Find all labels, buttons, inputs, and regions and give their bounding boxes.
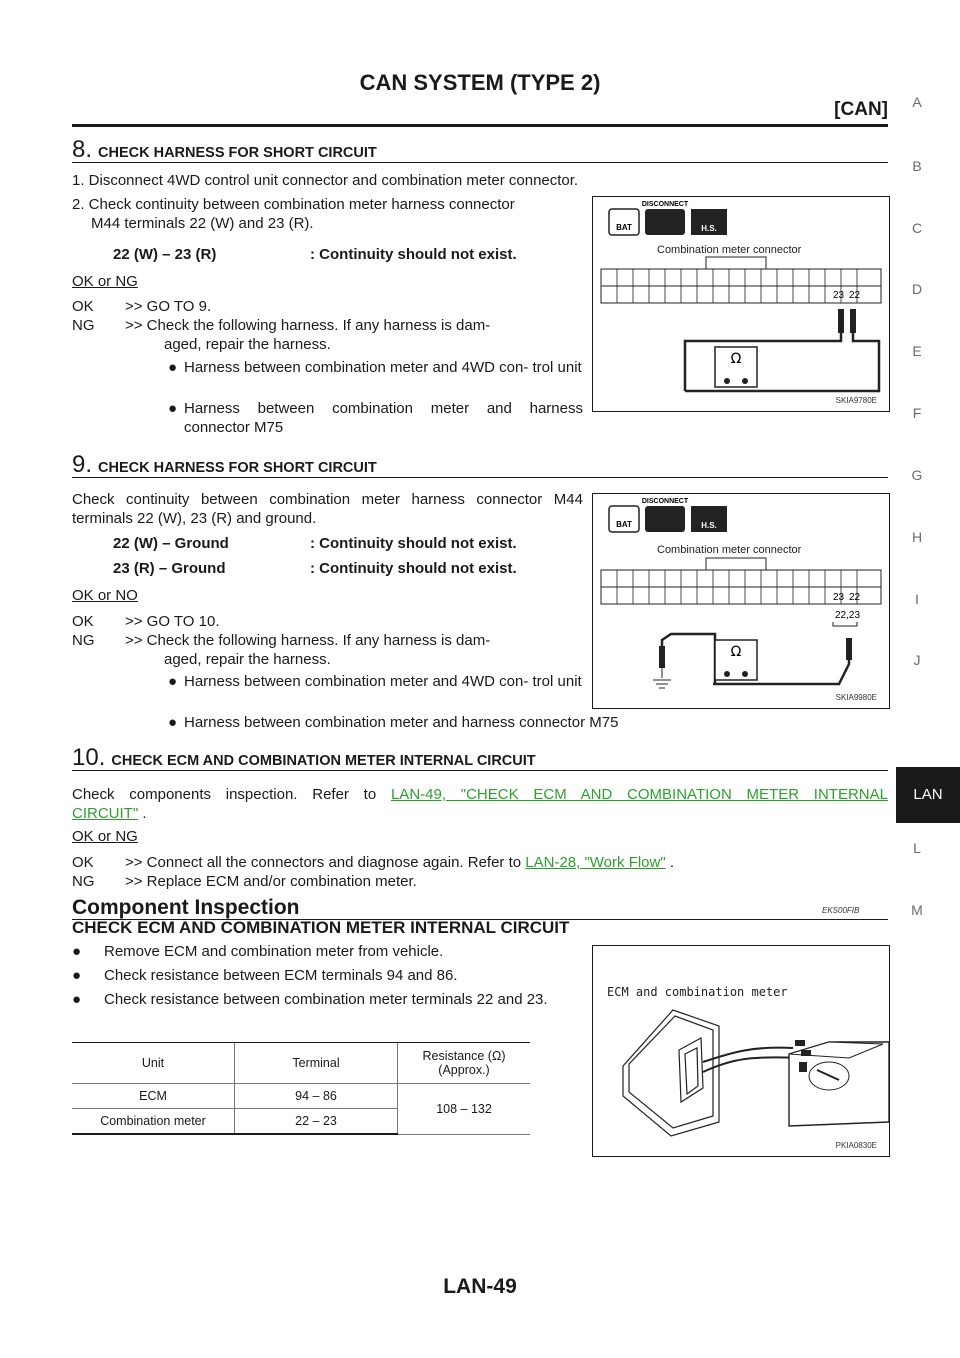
step8-ok-label: OK [72, 298, 94, 315]
index-a[interactable]: A [912, 94, 922, 110]
figure-id: SKIA9780E [835, 396, 877, 405]
component-bullet1 [72, 942, 583, 961]
step-number: 10. [72, 744, 106, 771]
terminal-23-label: 23 [833, 290, 845, 301]
bullet-dot: ● [168, 714, 178, 731]
index-h[interactable]: H [911, 529, 923, 545]
step-heading: CHECK HARNESS FOR SHORT CIRCUIT [98, 145, 377, 161]
step8-spec-left: 22 (W) – 23 (R) [113, 246, 217, 263]
link-lan-49[interactable]: LAN-49, "CHECK ECM AND COMBINATION METER INTERNAL [390, 786, 888, 803]
bullet-text: Harness between combination meter and harness connector M75 [184, 714, 619, 731]
connector-label: Combination meter connector [657, 244, 802, 256]
step8-bullet1 [168, 358, 583, 377]
step8-ok-text: >> GO TO 9. [125, 298, 212, 315]
step9-ok-label: OK [72, 613, 94, 630]
ecm-unit-icon [623, 1010, 719, 1136]
step9-text: Check continuity between combination meter harness connector M44 terminals 22 (W), 23 (R) and ground. [72, 491, 583, 527]
bullet-dot: ● [168, 400, 178, 417]
component-bullet3 [72, 990, 583, 1009]
figure-pkia0830e [592, 945, 890, 1157]
bullet-text: Harness between combination meter and harness connector M75 [184, 400, 583, 436]
figure-id: PKIA0830E [835, 1141, 877, 1150]
connector-label: Combination meter connector [657, 544, 802, 556]
cell-resistance: 108 – 132 [398, 1084, 531, 1135]
index-d[interactable]: D [911, 281, 923, 297]
index-m[interactable]: M [911, 902, 923, 918]
bullet-dot: ● [72, 967, 82, 984]
cell-terminal: 22 – 23 [235, 1109, 398, 1135]
table-row [72, 1084, 530, 1109]
cell-unit: Combination meter [72, 1109, 235, 1135]
page-title: CAN SYSTEM (TYPE 2) [359, 70, 601, 95]
step-heading: CHECK ECM AND COMBINATION METER INTERNAL CIRCUIT [111, 753, 536, 769]
index-f[interactable]: F [912, 405, 922, 421]
terminal-22-label: 22 [849, 592, 861, 603]
bullet-dot: ● [168, 673, 178, 690]
figure-skia9980e [592, 493, 890, 709]
step8-okng: OK or NG [72, 273, 138, 290]
component-subtitle: CHECK ECM AND COMBINATION METER INTERNAL CIRCUIT [72, 918, 570, 937]
svg-text:DISCONNECT: DISCONNECT [641, 498, 689, 505]
terminal-22-label: 22 [849, 290, 861, 301]
link-lan-49-cont[interactable]: CIRCUIT" [72, 805, 139, 822]
component-bullet2 [72, 966, 583, 985]
step8-line2b: M44 terminals 22 (W) and 23 (R). [91, 215, 314, 232]
bullet-dot: ● [72, 991, 82, 1008]
index-i[interactable]: I [915, 591, 919, 607]
index-b[interactable]: B [912, 158, 922, 174]
bullet-text: Harness between combination meter and 4WD con- trol unit [184, 359, 582, 376]
battery-disconnect-icon [609, 201, 727, 235]
header-unit: Unit [72, 1043, 235, 1084]
page-number: LAN-49 [443, 1275, 517, 1298]
battery-disconnect-icon [609, 498, 727, 532]
step10-ok-line: >> Connect all the connectors and diagnose again. Refer to LAN-28, "Work Flow" . [125, 854, 675, 871]
figure-id: SKIA9980E [835, 693, 877, 702]
step10-okng: OK or NG [72, 828, 138, 845]
step9-header [72, 451, 888, 478]
bullet-dot: ● [168, 359, 178, 376]
step9-ok-text: >> GO TO 10. [125, 613, 220, 630]
step10-header [72, 744, 888, 771]
svg-text:Ω: Ω [730, 644, 742, 660]
step8-ng-text: >> Check the following harness. If any harness is dam- [125, 317, 491, 334]
step8-line2a: 2. Check continuity between combination meter harness connector [72, 196, 515, 213]
header-rule [72, 124, 888, 127]
step8-line1: 1. Disconnect 4WD control unit connector and combination meter connector. [72, 172, 579, 189]
index-j[interactable]: J [913, 652, 921, 668]
step9-okno: OK or NO [72, 587, 138, 604]
step9-bullet1 [168, 672, 583, 691]
step9-bullet2 [168, 713, 768, 732]
step9-spec2-left: 23 (R) – Ground [113, 560, 226, 577]
section-tag: [CAN] [834, 99, 888, 120]
index-e[interactable]: E [912, 343, 922, 359]
step10-text: Check components inspection. Refer to LAN-49, "CHECK ECM AND COMBINATION METER INTERNAL [72, 786, 888, 803]
bullet-text: Remove ECM and combination meter from vehicle. [104, 943, 444, 960]
step8-ng-label: NG [72, 317, 95, 334]
step10-text2: CIRCUIT" . [72, 805, 147, 822]
figure-drawing [593, 494, 889, 708]
index-l[interactable]: L [913, 840, 921, 856]
step9-ng-text: >> Check the following harness. If any harness is dam- [125, 632, 491, 649]
resistance-table [72, 1043, 530, 1135]
component-inspection-title: Component Inspection [72, 896, 300, 919]
bullet-text: Harness between combination meter and 4WD con- trol unit [184, 673, 582, 690]
header-terminal: Terminal [235, 1043, 398, 1084]
resistance-table-wrap [72, 1042, 530, 1135]
table-header-row [72, 1043, 530, 1084]
step8-header [72, 136, 888, 163]
svg-text:H.S.: H.S. [701, 521, 717, 530]
step10-ng-label: NG [72, 873, 95, 890]
terminal-23-label: 23 [833, 592, 845, 603]
header-resistance: Resistance (Ω) (Approx.) [398, 1043, 531, 1084]
cell-unit: ECM [72, 1084, 235, 1109]
index-lan-active[interactable]: LAN [896, 767, 960, 823]
probe-label: 22,23 [835, 610, 861, 621]
step10-ng-text: >> Replace ECM and/or combination meter. [125, 873, 417, 890]
step8-bullet2 [168, 399, 583, 437]
step-heading: CHECK HARNESS FOR SHORT CIRCUIT [98, 460, 377, 476]
figure-label: ECM and combination meter [607, 985, 788, 999]
step8-ng-text2: aged, repair the harness. [164, 336, 331, 353]
step8-spec-right: : Continuity should not exist. [310, 246, 517, 263]
figure-skia9780e [592, 196, 890, 412]
figure-drawing [593, 197, 889, 411]
step9-spec1-right: : Continuity should not exist. [310, 535, 517, 552]
svg-text:BAT: BAT [616, 520, 632, 529]
figure-drawing [593, 946, 889, 1156]
index-g[interactable]: G [911, 467, 923, 483]
index-c[interactable]: C [911, 220, 923, 236]
step10-ok-label: OK [72, 854, 94, 871]
cell-terminal: 94 – 86 [235, 1084, 398, 1109]
bullet-dot: ● [72, 943, 82, 960]
bullet-text: Check resistance between combination meter terminals 22 and 23. [104, 991, 548, 1008]
step9-spec2-right: : Continuity should not exist. [310, 560, 517, 577]
svg-text:Ω: Ω [730, 351, 742, 367]
svg-text:DISCONNECT: DISCONNECT [641, 201, 689, 208]
step9-ng-label: NG [72, 632, 95, 649]
component-code: EKS00FIB [822, 906, 860, 915]
step9-ng-text2: aged, repair the harness. [164, 651, 331, 668]
step-number: 9. [72, 451, 93, 478]
svg-text:BAT: BAT [616, 223, 632, 232]
bullet-text: Check resistance between ECM terminals 94 and 86. [104, 967, 458, 984]
link-lan-28[interactable]: LAN-28, "Work Flow" [525, 854, 666, 871]
step9-spec1-left: 22 (W) – Ground [113, 535, 229, 552]
step-number: 8. [72, 136, 93, 163]
svg-text:H.S.: H.S. [701, 224, 717, 233]
